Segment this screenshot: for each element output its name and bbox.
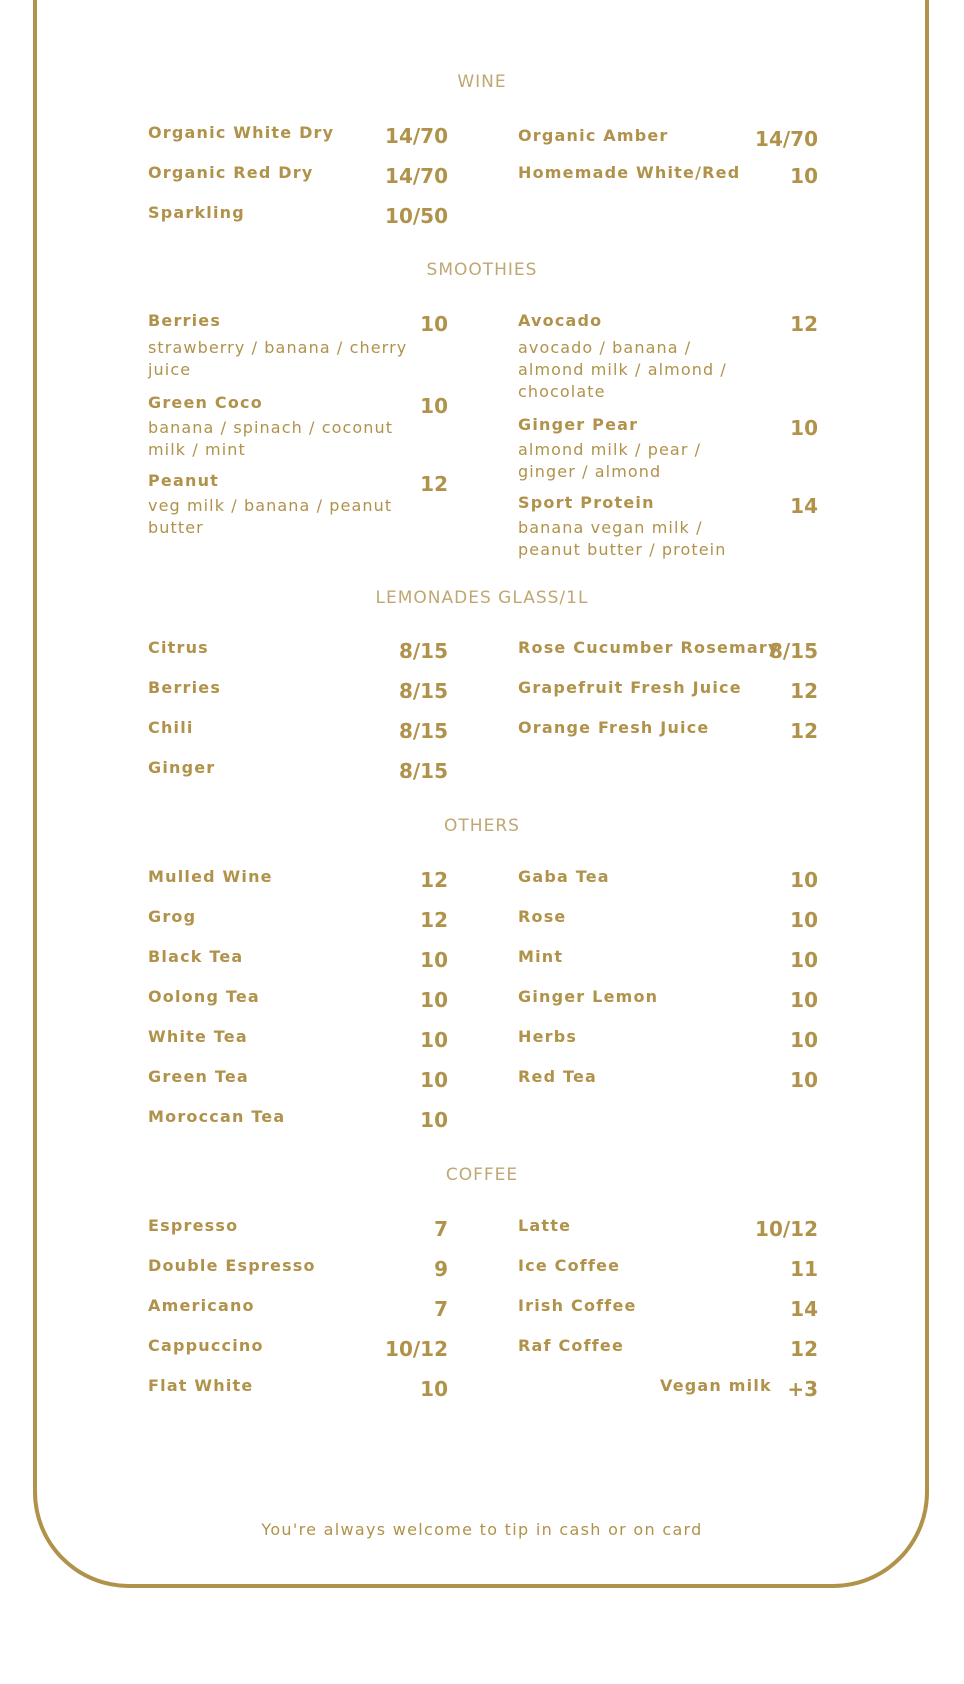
item-name: Grapefruit Fresh Juice bbox=[518, 678, 742, 697]
item-price: +3 bbox=[787, 1377, 818, 1401]
item-price: 10 bbox=[420, 1377, 448, 1401]
item-price: 10 bbox=[790, 868, 818, 892]
item-price: 10 bbox=[790, 164, 818, 188]
item-price: 11 bbox=[790, 1257, 818, 1281]
item-price: 10 bbox=[790, 988, 818, 1012]
item-price: 12 bbox=[420, 868, 448, 892]
item-name: Citrus bbox=[148, 638, 209, 657]
item-price: 12 bbox=[790, 1337, 818, 1361]
item-price: 10 bbox=[420, 1108, 448, 1132]
item-price: 10 bbox=[420, 394, 448, 418]
item-name: Rose bbox=[518, 907, 567, 926]
tip-note: You're always welcome to tip in cash or on card bbox=[261, 1520, 703, 1539]
section-title: COFFEE bbox=[445, 1165, 519, 1185]
item-description: banana vegan milk / peanut butter / protein bbox=[518, 518, 727, 559]
item-price: 10 bbox=[420, 988, 448, 1012]
item-name: Double Espresso bbox=[148, 1256, 316, 1275]
item-name: Ice Coffee bbox=[518, 1256, 621, 1275]
item-name: Flat White bbox=[148, 1376, 254, 1395]
item-name: Green Coco bbox=[148, 393, 263, 412]
item-name: Cappuccino bbox=[148, 1336, 264, 1355]
section-title: LEMONADES GLASS/1L bbox=[375, 588, 589, 608]
item-name: Oolong Tea bbox=[148, 987, 260, 1006]
item-description: avocado / banana / almond milk / almond / chocolate bbox=[518, 338, 727, 401]
item-description: banana / spinach / coconut milk / mint bbox=[148, 418, 394, 459]
item-price: 10/12 bbox=[385, 1337, 448, 1361]
item-description: almond milk / pear / ginger / almond bbox=[518, 440, 702, 481]
item-price: 10 bbox=[790, 416, 818, 440]
item-price: 14/70 bbox=[385, 124, 448, 148]
item-price: 7 bbox=[434, 1217, 448, 1241]
item-name: Sport Protein bbox=[518, 493, 655, 512]
item-name: White Tea bbox=[148, 1027, 248, 1046]
item-name: Orange Fresh Juice bbox=[518, 718, 710, 737]
item-name: Peanut bbox=[148, 471, 220, 490]
item-price: 10 bbox=[420, 948, 448, 972]
item-name: Ginger bbox=[148, 758, 216, 777]
item-name: Green Tea bbox=[148, 1067, 249, 1086]
section-title: OTHERS bbox=[444, 816, 520, 836]
item-name: Organic Red Dry bbox=[148, 163, 314, 182]
item-name: Raf Coffee bbox=[518, 1336, 625, 1355]
item-name: Grog bbox=[148, 907, 197, 926]
item-price: 10 bbox=[420, 1068, 448, 1092]
item-name: Ginger Lemon bbox=[518, 987, 659, 1006]
item-name: Red Tea bbox=[518, 1067, 598, 1086]
item-price: 10 bbox=[790, 908, 818, 932]
item-description: veg milk / banana / peanut butter bbox=[148, 496, 393, 537]
item-name: Sparkling bbox=[148, 203, 245, 222]
item-name: Espresso bbox=[148, 1216, 239, 1235]
item-price: 8/15 bbox=[398, 639, 448, 663]
item-name: Herbs bbox=[518, 1027, 578, 1046]
item-price: 8/15 bbox=[398, 759, 448, 783]
item-price: 10/12 bbox=[755, 1217, 818, 1241]
item-name: Homemade White/Red bbox=[518, 163, 741, 182]
item-price: 8/15 bbox=[398, 679, 448, 703]
item-price: 10 bbox=[790, 1028, 818, 1052]
item-price: 12 bbox=[790, 312, 818, 336]
item-price: 12 bbox=[420, 472, 448, 496]
item-name: Americano bbox=[148, 1296, 255, 1315]
item-price: 14 bbox=[790, 494, 818, 518]
item-name: Vegan milk bbox=[660, 1376, 772, 1395]
item-price: 7 bbox=[434, 1297, 448, 1321]
item-name: Organic White Dry bbox=[148, 123, 335, 142]
item-name: Latte bbox=[518, 1216, 572, 1235]
item-price: 14/70 bbox=[385, 164, 448, 188]
item-name: Irish Coffee bbox=[518, 1296, 637, 1315]
item-price: 10 bbox=[420, 1028, 448, 1052]
item-name: Berries bbox=[148, 678, 222, 697]
item-name: Avocado bbox=[518, 311, 603, 330]
item-price: 9 bbox=[434, 1257, 448, 1281]
item-name: Chili bbox=[148, 718, 194, 737]
item-price: 14 bbox=[790, 1297, 818, 1321]
item-name: Rose Cucumber Rosemary bbox=[518, 638, 780, 657]
item-name: Mint bbox=[518, 947, 564, 966]
item-price: 8/15 bbox=[768, 639, 818, 663]
section-title: WINE bbox=[457, 72, 507, 92]
item-description: strawberry / banana / cherry juice bbox=[148, 338, 408, 379]
item-name: Moroccan Tea bbox=[148, 1107, 286, 1126]
item-price: 10 bbox=[420, 312, 448, 336]
section-title: SMOOTHIES bbox=[426, 260, 538, 280]
item-price: 12 bbox=[790, 719, 818, 743]
item-name: Black Tea bbox=[148, 947, 244, 966]
item-price: 12 bbox=[420, 908, 448, 932]
item-price: 14/70 bbox=[755, 127, 818, 151]
item-price: 12 bbox=[790, 679, 818, 703]
item-name: Mulled Wine bbox=[148, 867, 273, 886]
item-price: 10/50 bbox=[385, 204, 448, 228]
item-name: Berries bbox=[148, 311, 222, 330]
item-name: Gaba Tea bbox=[518, 867, 610, 886]
item-price: 8/15 bbox=[398, 719, 448, 743]
item-price: 10 bbox=[790, 1068, 818, 1092]
item-name: Ginger Pear bbox=[518, 415, 639, 434]
item-price: 10 bbox=[790, 948, 818, 972]
item-name: Organic Amber bbox=[518, 126, 669, 145]
